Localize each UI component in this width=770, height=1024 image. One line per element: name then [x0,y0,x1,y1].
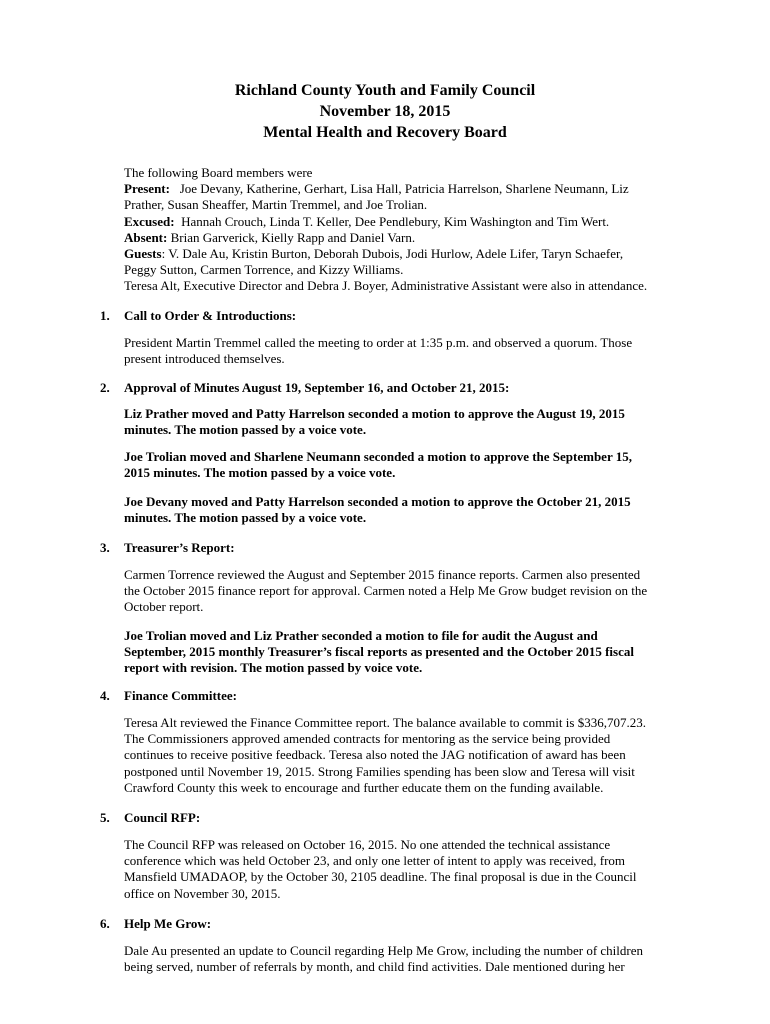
guests-line-1 [124,246,694,262]
present-line-1 [124,181,694,197]
section-paragraph [124,943,694,975]
doc-title-date: November 18, 2015 [319,103,451,120]
paragraph-line: Joe Trolian moved and Sharlene Neumann seconded a motion to approve the September 15, [124,449,632,464]
paragraph-line: office on November 30, 2015. [124,885,281,901]
paragraph-line: conference which was held October 23, and only one letter of intent to apply was received, from [124,853,626,869]
absent-line [124,230,694,246]
excused-line [124,214,694,230]
guests-label: Guests [124,246,162,262]
paragraph-line: Dale Au presented an update to Council regarding Help Me Grow, including the number of children [124,943,644,958]
paragraph-line: minutes. The motion passed by a voice vote. [124,510,367,526]
paragraph-line: Mansfield UMADAOP, by the October 30, 2105 deadline. The final proposal is due in the Council [124,869,637,885]
doc-title-org: Richland County Youth and Family Council [234,82,536,99]
paragraph-line: Joe Devany moved and Patty Harrelson seconded a motion to approve the October 21, 2015 [124,494,631,509]
section-heading [100,308,296,324]
motion-paragraph [124,628,694,677]
excused-label: Excused: [124,213,175,229]
paragraph-line: Teresa Alt reviewed the Finance Committee report. The balance available to commit is $336,707.23. [124,715,646,730]
guests-names-1: : V. Dale Au, Kristin Burton, Deborah Dubois, Jodi Hurlow, Adele Lifer, Taryn Schaefer, [161,246,624,262]
paragraph-line: October report. [124,599,204,615]
section-title: Approval of Minutes August 19, September 16, and October 21, 2015: [124,380,510,395]
section-paragraph [124,567,694,616]
attendance-block [124,165,694,295]
attendance-intro: The following Board members were [124,165,313,180]
motion-paragraph [124,494,694,526]
section-heading [100,810,200,826]
paragraph-line: minutes. The motion passed by a voice vote. [124,422,367,438]
staff-attendance: Teresa Alt, Executive Director and Debra J. Boyer, Administrative Assistant were also in attendance. [124,278,648,294]
paragraph-line: Carmen Torrence reviewed the August and September 2015 finance reports. Carmen also presented [124,567,641,582]
absent-label: Absent: [124,229,168,245]
absent-names: Brian Garverick, Kielly Rapp and Daniel Varn. [167,229,416,245]
section-paragraph [124,715,694,796]
motion-paragraph [124,406,694,438]
paragraph-line: The Commissioners approved amended contracts for mentoring as the service being provided [124,731,611,747]
section-number: 4. [100,688,110,703]
paragraph-line: Crawford County this week to encourage and further educate them on the funding available. [124,779,604,795]
paragraph-line: 2015 minutes. The motion passed by a voice vote. [124,465,396,481]
paragraph-line: postponed until November 19, 2015. Strong Families spending has been slow and Teresa will visit [124,763,635,779]
guests-names-2: Peggy Sutton, Carmen Torrence, and Kizzy Williams. [124,262,404,278]
paragraph-line: September, 2015 monthly Treasurer’s fiscal reports as presented and the October 2015 fiscal [124,644,634,660]
section-paragraph [124,335,694,367]
section-title: Finance Committee: [124,688,237,703]
section-title: Call to Order & Introductions: [124,308,297,323]
section-heading [100,688,237,704]
paragraph-line: Liz Prather moved and Patty Harrelson seconded a motion to approve the August 19, 2015 [124,406,625,421]
paragraph-line: being served, number of referrals by month, and child find activities. Dale mentioned during her [124,959,625,975]
section-number: 2. [100,380,110,395]
paragraph-line: Joe Trolian moved and Liz Prather seconded a motion to file for audit the August and [124,628,598,643]
section-heading [100,916,211,932]
section-number: 5. [100,810,110,825]
section-heading [100,380,509,396]
paragraph-line: report with revision. The motion passed by voice vote. [124,660,423,676]
section-title: Help Me Grow: [124,916,212,931]
section-number: 3. [100,540,110,555]
paragraph-line: the October 2015 finance report for approval. Carmen noted a Help Me Grow budget revision on the [124,583,648,599]
section-title: Council RFP: [124,810,201,825]
present-label: Present: [124,181,170,197]
excused-names: Hannah Crouch, Linda T. Keller, Dee Pendlebury, Kim Washington and Tim Wert. [174,213,610,229]
present-names-2: Prather, Susan Sheaffer, Martin Tremmel, and Joe Trolian. [124,197,428,213]
paragraph-line: present introduced themselves. [124,351,285,367]
section-title: Treasurer’s Report: [124,540,235,555]
present-names-1: Joe Devany, Katherine, Gerhart, Lisa Hall, Patricia Harrelson, Sharlene Neumann, Liz [169,181,629,197]
section-heading [100,540,235,556]
doc-title-location: Mental Health and Recovery Board [263,124,507,141]
section-number: 6. [100,916,110,931]
section-number: 1. [100,308,110,323]
motion-paragraph [124,449,694,481]
section-paragraph [124,837,694,902]
paragraph-line: President Martin Tremmel called the meeting to order at 1:35 p.m. and observed a quorum. Those [124,335,633,350]
paragraph-line: continues to receive positive feedback. Teresa also noted the JAG notification of award has been [124,747,626,763]
paragraph-line: The Council RFP was released on October 16, 2015. No one attended the technical assistance [124,837,611,852]
